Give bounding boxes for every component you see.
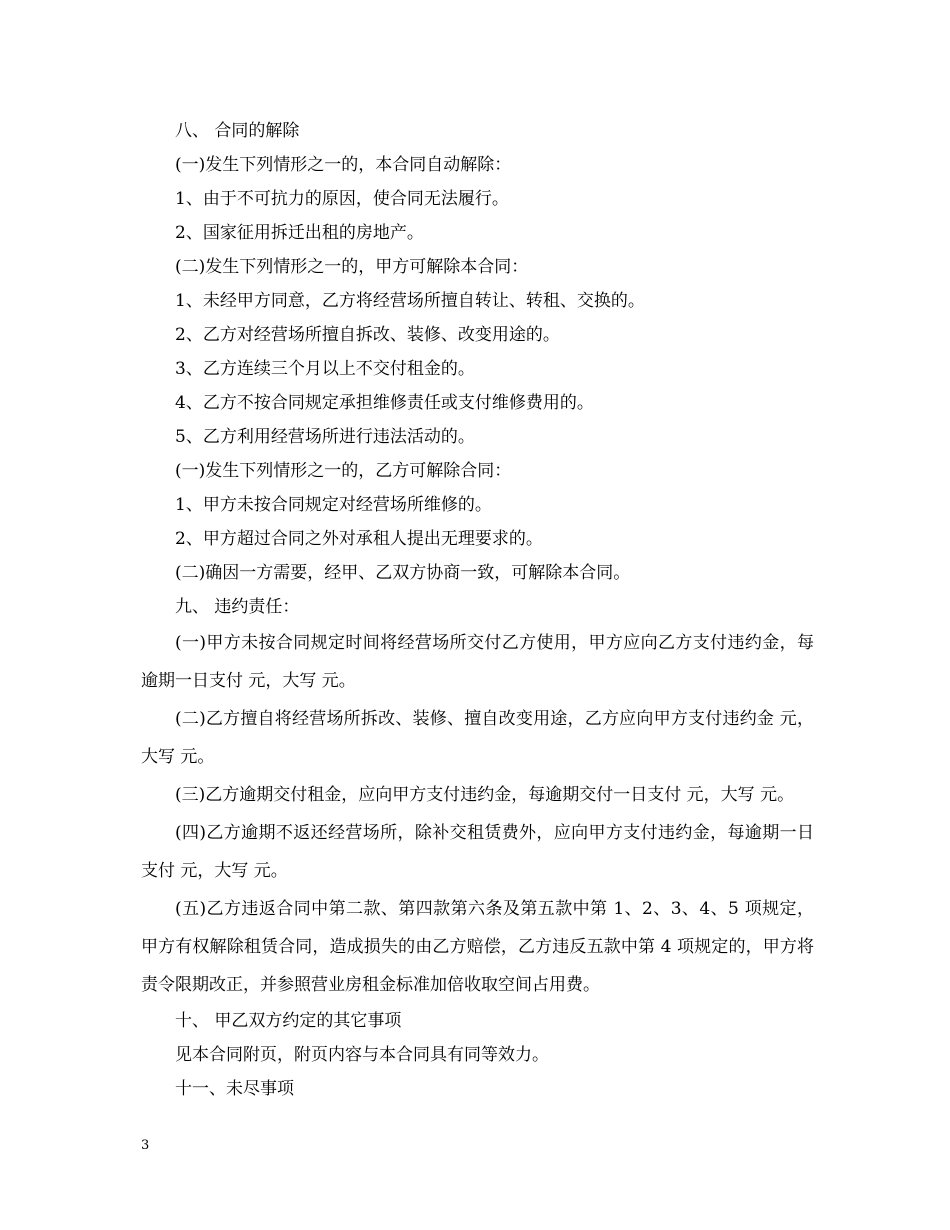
section-heading-liability: 九、 违约责任： bbox=[175, 597, 300, 617]
document-body bbox=[141, 114, 814, 1106]
clause-line: (一)发生下列情形之一的，本合同自动解除： bbox=[175, 155, 512, 175]
clause-line: 3、乙方连续三个月以上不交付租金的。 bbox=[175, 359, 475, 379]
clause-line: 见本合同附页，附页内容与本合同具有同等效力。 bbox=[175, 1045, 549, 1065]
liability-paragraph: (一)甲方未按合同规定时间将经营场所交付乙方使用，甲方应向乙方支付违约金，每逾期一日支付 元，大写 元。 bbox=[141, 633, 814, 691]
clause-line: 2、国家征用拆迁出租的房地产。 bbox=[175, 223, 424, 243]
clause-line: 5、乙方利用经营场所进行违法活动的。 bbox=[175, 427, 475, 447]
liability-paragraph: (五)乙方违返合同中第二款、第四款第六条及第五款中第 1、2、3、4、5 项规定，甲方有权解除租赁合同，造成损失的由乙方赔偿，乙方违反五款中第 4 项规定的，甲方将责令限期改正，并参照营业房租金标准加倍收取空间占用费。 bbox=[141, 899, 814, 995]
section-heading-other-matters: 十、 甲乙双方约定的其它事项 bbox=[175, 1011, 402, 1031]
liability-paragraph: (四)乙方逾期不返还经营场所，除补交租赁费外，应向甲方支付违约金，每逾期一日支付 元，大写 元。 bbox=[141, 823, 814, 881]
clause-line: (二)确因一方需要，经甲、乙双方协商一致，可解除本合同。 bbox=[175, 563, 631, 583]
section-heading-outstanding: 十一、未尽事项 bbox=[175, 1079, 294, 1099]
clause-line: (二)发生下列情形之一的，甲方可解除本合同： bbox=[175, 257, 529, 277]
clause-line: 2、甲方超过合同之外对承租人提出无理要求的。 bbox=[175, 529, 543, 549]
clause-line: (一)发生下列情形之一的，乙方可解除合同： bbox=[175, 461, 512, 481]
clause-line: 1、由于不可抗力的原因，使合同无法履行。 bbox=[175, 189, 509, 209]
clause-line: 2、乙方对经营场所擅自拆改、装修、改变用途的。 bbox=[175, 325, 560, 345]
clause-line: 1、甲方未按合同规定对经营场所维修的。 bbox=[175, 495, 492, 515]
clause-line: 4、乙方不按合同规定承担维修责任或支付维修费用的。 bbox=[175, 393, 594, 413]
page-number: 3 bbox=[141, 1138, 150, 1153]
liability-paragraph: (二)乙方擅自将经营场所拆改、装修、擅自改变用途，乙方应向甲方支付违约金 元，大写 元。 bbox=[141, 709, 814, 767]
liability-paragraph: (三)乙方逾期交付租金，应向甲方支付违约金，每逾期交付一日支付 元，大写 元。 bbox=[175, 785, 795, 805]
section-heading-termination: 八、 合同的解除 bbox=[175, 121, 300, 141]
clause-line: 1、未经甲方同意，乙方将经营场所擅自转让、转租、交换的。 bbox=[175, 291, 645, 311]
